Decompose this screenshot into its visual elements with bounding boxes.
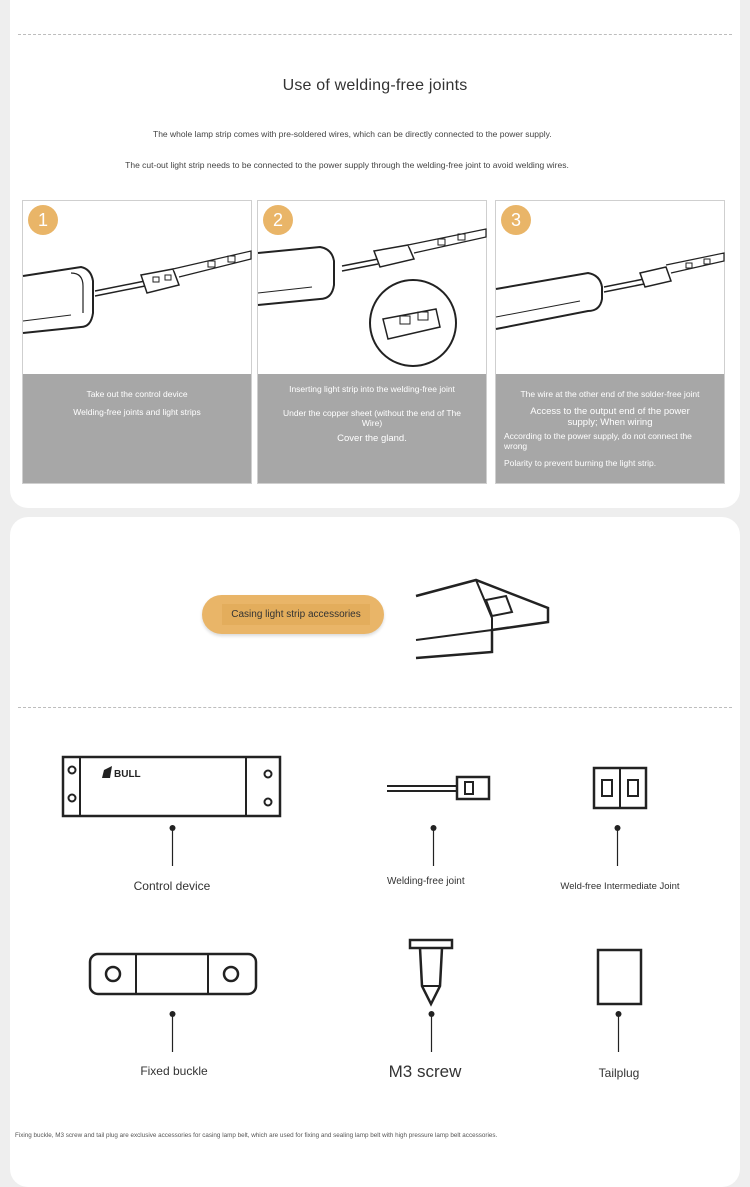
pointer-line (614, 824, 622, 868)
intro-text-1: The whole lamp strip comes with pre-soldered wires, which can be directly connected to the power supply. (153, 129, 552, 139)
step-1-panel (22, 200, 252, 484)
welding-free-joint-label: Welding-free joint (387, 876, 465, 887)
tailplug-icon (596, 948, 644, 1006)
casing-strip-icon (414, 578, 554, 662)
divider (18, 707, 732, 708)
intermediate-joint-label: Weld-free Intermediate Joint (560, 881, 680, 892)
pointer-line (428, 1010, 436, 1054)
step-3-illustration (496, 201, 724, 374)
fixed-buckle-label: Fixed buckle (140, 1064, 208, 1078)
step-3-line-1: The wire at the other end of the solder-free joint (520, 389, 700, 399)
control-device-icon (62, 756, 282, 818)
welding-free-joint-icon (385, 773, 493, 803)
step-1-line-1: Take out the control device (86, 389, 188, 399)
intro-text-2: The cut-out light strip needs to be connected to the power supply through the welding-free joint to avoid welding wires. (125, 160, 569, 170)
step-3-panel (495, 200, 725, 484)
step-1-illustration (23, 201, 251, 374)
step-1-line-2: Welding-free joints and light strips (73, 407, 201, 417)
step-1-caption (23, 374, 251, 483)
pointer-line (615, 1010, 623, 1054)
control-device-label: Control device (133, 879, 211, 893)
step-3-line-4: Polarity to prevent burning the light strip. (504, 458, 657, 468)
step-3-line-2: Access to the output end of the power supply; When wiring (530, 406, 690, 428)
pointer-line (169, 824, 177, 868)
section-title: Use of welding-free joints (282, 77, 468, 94)
pointer-line (169, 1010, 177, 1054)
step-3-caption (496, 374, 724, 483)
step-3-line-3: According to the power supply, do not connect the wrong (504, 431, 692, 451)
accessories-badge-label: Casing light strip accessories (222, 604, 370, 625)
m3-screw-label: M3 screw (388, 1062, 462, 1081)
step-2-line-2: Under the copper sheet (without the end of The Wire) (283, 408, 461, 428)
brand-logo-text: BULL (114, 769, 141, 780)
accessories-badge (202, 595, 384, 634)
step-number-badge: 1 (28, 205, 58, 235)
step-2-line-1: Inserting light strip into the welding-free joint (289, 384, 455, 394)
step-2-panel (257, 200, 487, 484)
step-number-badge: 2 (263, 205, 293, 235)
controller-strip-illustration (23, 201, 251, 374)
step-number-badge: 3 (501, 205, 531, 235)
step-2-line-3: Cover the gland. (337, 433, 407, 444)
insert-strip-illustration (258, 201, 486, 374)
accessories-footnote: Fixing buckle, M3 screw and tail plug are exclusive accessories for casing lamp belt, which are used for fixing and sealing lamp belt with high pressure lamp belt accessories. (15, 1132, 498, 1139)
m3-screw-icon (408, 938, 454, 1008)
divider (18, 34, 732, 35)
pointer-line (430, 824, 438, 868)
step-2-illustration (258, 201, 486, 374)
intermediate-joint-icon (592, 766, 648, 810)
tailplug-label: Tailplug (598, 1066, 640, 1080)
wire-output-illustration (496, 201, 724, 374)
fixed-buckle-icon (88, 952, 258, 996)
step-2-caption (258, 374, 486, 483)
